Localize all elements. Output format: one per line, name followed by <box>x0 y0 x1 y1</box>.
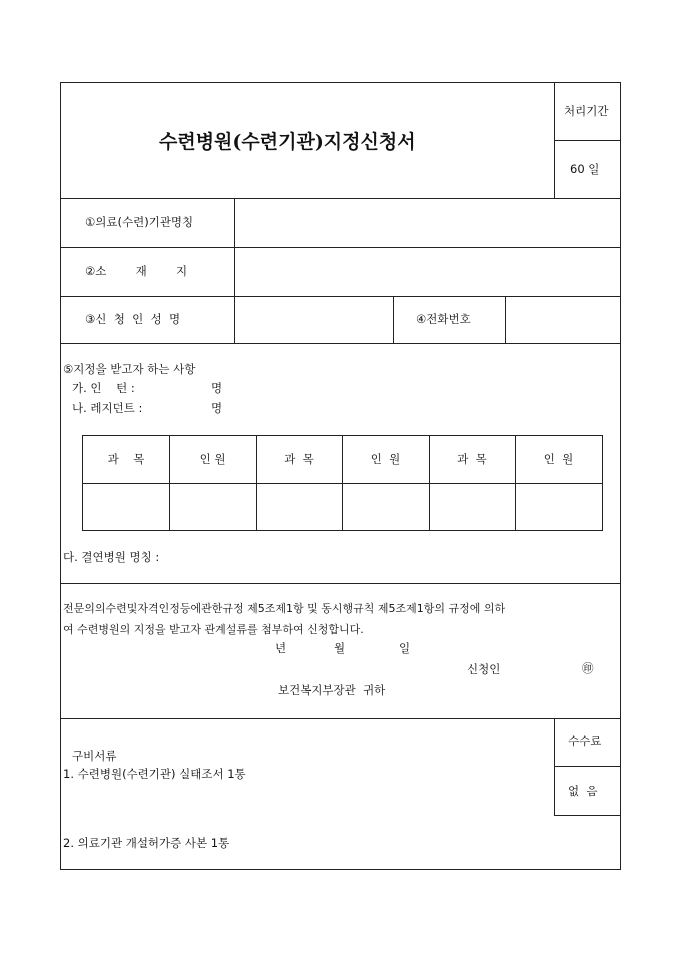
table-header-count-2: 인 원 <box>370 452 401 466</box>
table-header-subject-3: 과 목 <box>457 452 487 466</box>
table-cell-count-3[interactable] <box>517 485 601 529</box>
addressee: 보건복지부장관 귀하 <box>278 683 386 697</box>
rule-fee-bottom <box>554 815 620 816</box>
department-table-col-rule <box>342 436 343 530</box>
table-header-count-3: 인 원 <box>543 452 574 466</box>
form-title: 수련병원(수련기관)지정신청서 <box>159 131 416 153</box>
date-year: 년 <box>275 641 287 655</box>
table-cell-count-1[interactable] <box>171 485 255 529</box>
institution-name-label: ①의료(수련)기관명칭 <box>85 215 194 229</box>
location-field[interactable] <box>236 249 619 295</box>
table-cell-subject-1[interactable] <box>84 485 168 529</box>
rule-fee-left <box>554 718 555 815</box>
institution-name-field[interactable] <box>236 200 619 246</box>
phone-label: ④전화번호 <box>416 312 471 326</box>
affiliated-hospital-label: 다. 결연병원 명칭 : <box>63 550 160 564</box>
department-table-col-rule <box>169 436 170 530</box>
table-header-subject-2: 과 목 <box>284 452 314 466</box>
department-table-col-rule <box>256 436 257 530</box>
rule-fee-divider <box>554 766 620 767</box>
rule-label-column <box>234 198 235 343</box>
attachment-item-1: 1. 수련병원(수련기관) 실태조서 1통 <box>63 767 246 781</box>
rule-row3-bottom <box>61 343 620 344</box>
attachment-item-2: 2. 의료기관 개설허가증 사본 1통 <box>63 836 230 850</box>
designation-heading: ⑤지정을 받고자 하는 사항 <box>63 362 196 376</box>
rule-title-bottom <box>61 198 620 199</box>
declaration-line-1: 전문의의수련및자격인정등에관한규정 제5조제1항 및 동시행규칙 제5조제1항의 규정에 의하 <box>63 602 506 615</box>
fee-label: 수수료 <box>568 734 602 748</box>
intern-label: 가. 인 턴 : <box>72 381 135 395</box>
application-form <box>60 82 621 870</box>
rule-row2-bottom <box>61 296 620 297</box>
rule-designation-bottom <box>61 583 620 584</box>
processing-period-value: 60 일 <box>570 162 600 176</box>
resident-label: 나. 레지던트 : <box>72 401 143 415</box>
intern-unit: 명 <box>211 381 223 395</box>
rule-phone-right <box>505 296 506 343</box>
table-header-count-1: 인 원 <box>199 452 226 466</box>
resident-unit: 명 <box>211 401 223 415</box>
processing-period-label: 처리기간 <box>564 104 609 118</box>
date-day: 일 <box>399 641 411 655</box>
date-month: 월 <box>334 641 346 655</box>
applicant-signature-label: 신청인 <box>467 662 501 676</box>
rule-period-divider <box>554 140 620 141</box>
rule-phone-left <box>393 296 394 343</box>
rule-declaration-bottom <box>61 718 620 719</box>
location-label: ②소 재 지 <box>85 264 188 278</box>
table-cell-count-2[interactable] <box>344 485 428 529</box>
table-header-subject-1: 과 목 <box>107 452 145 466</box>
phone-field[interactable] <box>507 298 619 342</box>
rule-period-left <box>554 83 555 198</box>
fee-value: 없 음 <box>568 784 598 798</box>
attachments-heading: 구비서류 <box>72 749 117 763</box>
rule-row1-bottom <box>61 247 620 248</box>
applicant-name-field[interactable] <box>236 298 392 342</box>
table-cell-subject-3[interactable] <box>431 485 514 529</box>
declaration-line-2: 여 수련병원의 지정을 받고자 관계설류를 첨부하여 신청합니다. <box>63 623 364 636</box>
department-table <box>82 435 603 531</box>
seal-mark: ㊞ <box>582 661 594 675</box>
applicant-name-label: ③신 청 인 성 명 <box>85 312 181 326</box>
table-cell-subject-2[interactable] <box>258 485 341 529</box>
department-table-col-rule <box>515 436 516 530</box>
department-table-col-rule <box>429 436 430 530</box>
